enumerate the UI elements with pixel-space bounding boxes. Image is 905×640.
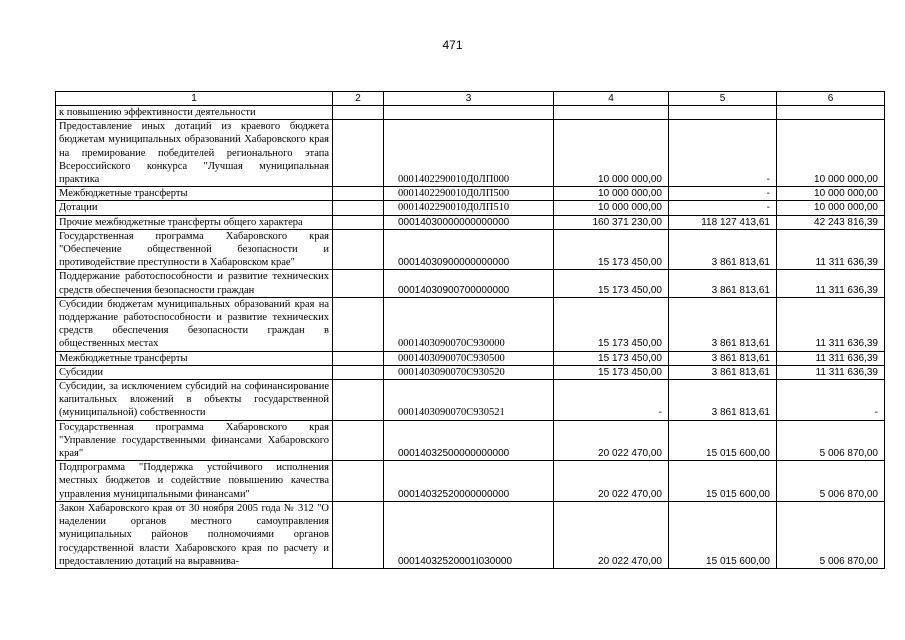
row-value-col5: - xyxy=(669,120,777,187)
table-row xyxy=(56,351,885,365)
row-code: 0001403090070С930500 xyxy=(384,351,554,365)
row-value-col6: 5 006 870,00 xyxy=(777,420,885,461)
header-col-3: 3 xyxy=(384,92,554,106)
row-code: 00014032500000000000 xyxy=(384,420,554,461)
row-value-col4: 10 000 000,00 xyxy=(554,120,669,187)
row-name: Предоставление иных дотаций из краевого бюджета бюджетам муниципальных образований Хабаровского края на премирование победителей регионального этапа Всероссийского конкурса "Лучшая муниципальная практика xyxy=(56,120,333,187)
row-value-col6: 5 006 870,00 xyxy=(777,501,885,568)
table-row xyxy=(56,229,885,270)
row-value-col5: 3 861 813,61 xyxy=(669,229,777,270)
header-row xyxy=(56,92,885,106)
row-value-col5: 3 861 813,61 xyxy=(669,380,777,421)
row-value-col4: 15 173 450,00 xyxy=(554,270,669,297)
row-code: 0001402290010Д0ЛП000 xyxy=(384,120,554,187)
table-row xyxy=(56,461,885,502)
row-name: Межбюджетные трансферты xyxy=(56,351,333,365)
row-value-col5: 15 015 600,00 xyxy=(669,461,777,502)
row-value-col4: 15 173 450,00 xyxy=(554,297,669,351)
row-col2 xyxy=(333,380,384,421)
row-value-col6: 11 311 636,39 xyxy=(777,270,885,297)
row-code xyxy=(384,106,554,120)
row-col2 xyxy=(333,501,384,568)
row-value-col5: 118 127 413,61 xyxy=(669,215,777,229)
row-value-col6: 42 243 816,39 xyxy=(777,215,885,229)
row-value-col4: 10 000 000,00 xyxy=(554,201,669,215)
row-name: Государственная программа Хабаровского края "Управление государственными финансами Хабаровского края" xyxy=(56,420,333,461)
row-name: Поддержание работоспособности и развитие технических средств обеспечения безопасности граждан xyxy=(56,270,333,297)
row-name: Подпрограмма "Поддержка устойчивого исполнения местных бюджетов и содействие повышению качества управления муниципальными финансами" xyxy=(56,461,333,502)
row-code: 00014032520000000000 xyxy=(384,461,554,502)
row-code: 00014030900000000000 xyxy=(384,229,554,270)
row-value-col5: - xyxy=(669,201,777,215)
row-col2 xyxy=(333,270,384,297)
row-value-col5: 3 861 813,61 xyxy=(669,351,777,365)
row-col2 xyxy=(333,351,384,365)
row-value-col6: 11 311 636,39 xyxy=(777,365,885,379)
row-col2 xyxy=(333,461,384,502)
table-row xyxy=(56,106,885,120)
row-value-col4: 15 173 450,00 xyxy=(554,351,669,365)
row-value-col6: 11 311 636,39 xyxy=(777,351,885,365)
row-code: 0001403090070С930000 xyxy=(384,297,554,351)
row-code: 0001402290010Д0ЛП510 xyxy=(384,201,554,215)
row-value-col5: 3 861 813,61 xyxy=(669,365,777,379)
row-value-col5: 15 015 600,00 xyxy=(669,501,777,568)
row-value-col6: 11 311 636,39 xyxy=(777,297,885,351)
row-value-col6: 10 000 000,00 xyxy=(777,201,885,215)
row-name: Субсидии бюджетам муниципальных образований края на поддержание работоспособности и развитие технических средств обеспечения безопасности граждан в общественных местах xyxy=(56,297,333,351)
row-col2 xyxy=(333,106,384,120)
row-value-col4: 10 000 000,00 xyxy=(554,187,669,201)
row-value-col4: 20 022 470,00 xyxy=(554,501,669,568)
table-row xyxy=(56,201,885,215)
row-name: Дотации xyxy=(56,201,333,215)
table-row xyxy=(56,297,885,351)
row-code: 00014030900700000000 xyxy=(384,270,554,297)
row-col2 xyxy=(333,201,384,215)
row-name: Прочие межбюджетные трансферты общего характера xyxy=(56,215,333,229)
row-name: Субсидии xyxy=(56,365,333,379)
row-col2 xyxy=(333,420,384,461)
row-value-col4: - xyxy=(554,380,669,421)
row-code: 0001402290010Д0ЛП500 xyxy=(384,187,554,201)
row-value-col5: 15 015 600,00 xyxy=(669,420,777,461)
row-code: 0001403090070С930520 xyxy=(384,365,554,379)
table-row xyxy=(56,420,885,461)
budget-table xyxy=(55,91,885,569)
row-col2 xyxy=(333,215,384,229)
row-name: к повышению эффективности деятельности xyxy=(56,106,333,120)
header-col-4: 4 xyxy=(554,92,669,106)
row-name: Государственная программа Хабаровского края "Обеспечение общественной безопасности и противодействие преступности в Хабаровском крае" xyxy=(56,229,333,270)
row-name: Закон Хабаровского края от 30 ноября 2005 года № 312 "О наделении органов местного самоуправления муниципальных районов полномочиями органов государственной власти Хабаровского края по расчету и предоставлению дотаций на выравнива- xyxy=(56,501,333,568)
row-name: Субсидии, за исключением субсидий на софинансирование капитальных вложений в объекты государственной (муниципальной) собственности xyxy=(56,380,333,421)
row-value-col5: 3 861 813,61 xyxy=(669,297,777,351)
row-value-col5: 3 861 813,61 xyxy=(669,270,777,297)
header-col-2: 2 xyxy=(333,92,384,106)
row-value-col4: 15 173 450,00 xyxy=(554,365,669,379)
table-row xyxy=(56,270,885,297)
table-row xyxy=(56,380,885,421)
row-value-col6: 10 000 000,00 xyxy=(777,120,885,187)
row-value-col6: 11 311 636,39 xyxy=(777,229,885,270)
row-value-col6 xyxy=(777,106,885,120)
row-code: 00014030000000000000 xyxy=(384,215,554,229)
table-row xyxy=(56,365,885,379)
row-col2 xyxy=(333,297,384,351)
row-value-col6: 10 000 000,00 xyxy=(777,187,885,201)
row-code: 0001403090070С930521 xyxy=(384,380,554,421)
row-value-col5 xyxy=(669,106,777,120)
header-col-5: 5 xyxy=(669,92,777,106)
row-value-col6: - xyxy=(777,380,885,421)
header-col-1: 1 xyxy=(56,92,333,106)
row-value-col4: 20 022 470,00 xyxy=(554,420,669,461)
table-row xyxy=(56,120,885,187)
row-value-col4: 160 371 230,00 xyxy=(554,215,669,229)
page-number: 471 xyxy=(442,38,463,52)
table-row xyxy=(56,187,885,201)
row-value-col4 xyxy=(554,106,669,120)
row-value-col5: - xyxy=(669,187,777,201)
table-row xyxy=(56,501,885,568)
row-col2 xyxy=(333,187,384,201)
header-col-6: 6 xyxy=(777,92,885,106)
row-col2 xyxy=(333,120,384,187)
row-value-col4: 20 022 470,00 xyxy=(554,461,669,502)
row-value-col6: 5 006 870,00 xyxy=(777,461,885,502)
row-name: Межбюджетные трансферты xyxy=(56,187,333,201)
row-col2 xyxy=(333,365,384,379)
row-code: 00014032520001I030000 xyxy=(384,501,554,568)
table-row xyxy=(56,215,885,229)
row-value-col4: 15 173 450,00 xyxy=(554,229,669,270)
row-col2 xyxy=(333,229,384,270)
